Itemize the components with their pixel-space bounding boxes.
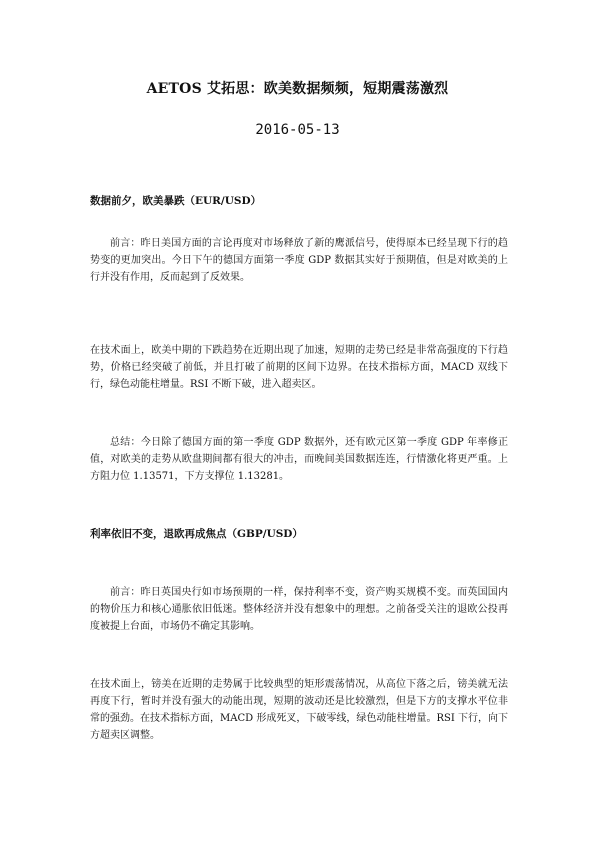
- paragraph-gbpusd-technical: 在技术面上，镑美在近期的走势属于比较典型的矩形震荡情况，从高位下落之后，镑美就无法再度下行，暂时并没有强大的动能出现，短期的波动还是比较激烈，但是下方的支撑水平位非常的强劲。在技术指标方面，MACD 形成死叉，下破零线，绿色动能柱增量。RSI 下行，向下方超卖区调整。: [90, 679, 508, 741]
- section-heading-eurusd: 数据前夕，欧美暴跌（EUR/USD）: [90, 195, 262, 207]
- document-title: AETOS 艾拓思：欧美数据频频，短期震荡激烈: [146, 81, 449, 97]
- paragraph-eurusd-summary: 总结：今日除了德国方面的第一季度 GDP 数据外，还有欧元区第一季度 GDP 年率修正值，对欧美的走势从欧盘期间都有很大的冲击，而晚间美国数据连连，行情激化将更严重。上方阻力位 1.13571，下方支撑位 1.13281。: [90, 437, 508, 482]
- section-heading-gbpusd: 利率依旧不变，退欧再成焦点（GBP/USD）: [90, 528, 303, 540]
- paragraph-gbpusd-intro: 前言：昨日英国央行如市场预期的一样，保持利率不变，资产购买规模不变。而英国国内的物价压力和核心通胀依旧低迷。整体经济并没有想象中的理想。之前备受关注的退欧公投再度被提上台面，市场仍不确定其影响。: [90, 587, 508, 632]
- paragraph-eurusd-technical: 在技术面上，欧美中期的下跌趋势在近期出现了加速，短期的走势已经是非常高强度的下行趋势，价格已经突破了前低，并且打破了前期的区间下边界。在技术指标方面，MACD 双线下行，绿色动能柱增量。RSI 不断下破，进入超卖区。: [90, 345, 508, 390]
- document-date: 2016-05-13: [255, 122, 340, 138]
- paragraph-eurusd-intro: 前言：昨日美国方面的言论再度对市场释放了新的鹰派信号，使得原本已经呈现下行的趋势变的更加突出。今日下午的德国方面第一季度 GDP 数据其实好于预期值，但是对欧美的上行并没有作用，反而起到了反效果。: [90, 238, 508, 283]
